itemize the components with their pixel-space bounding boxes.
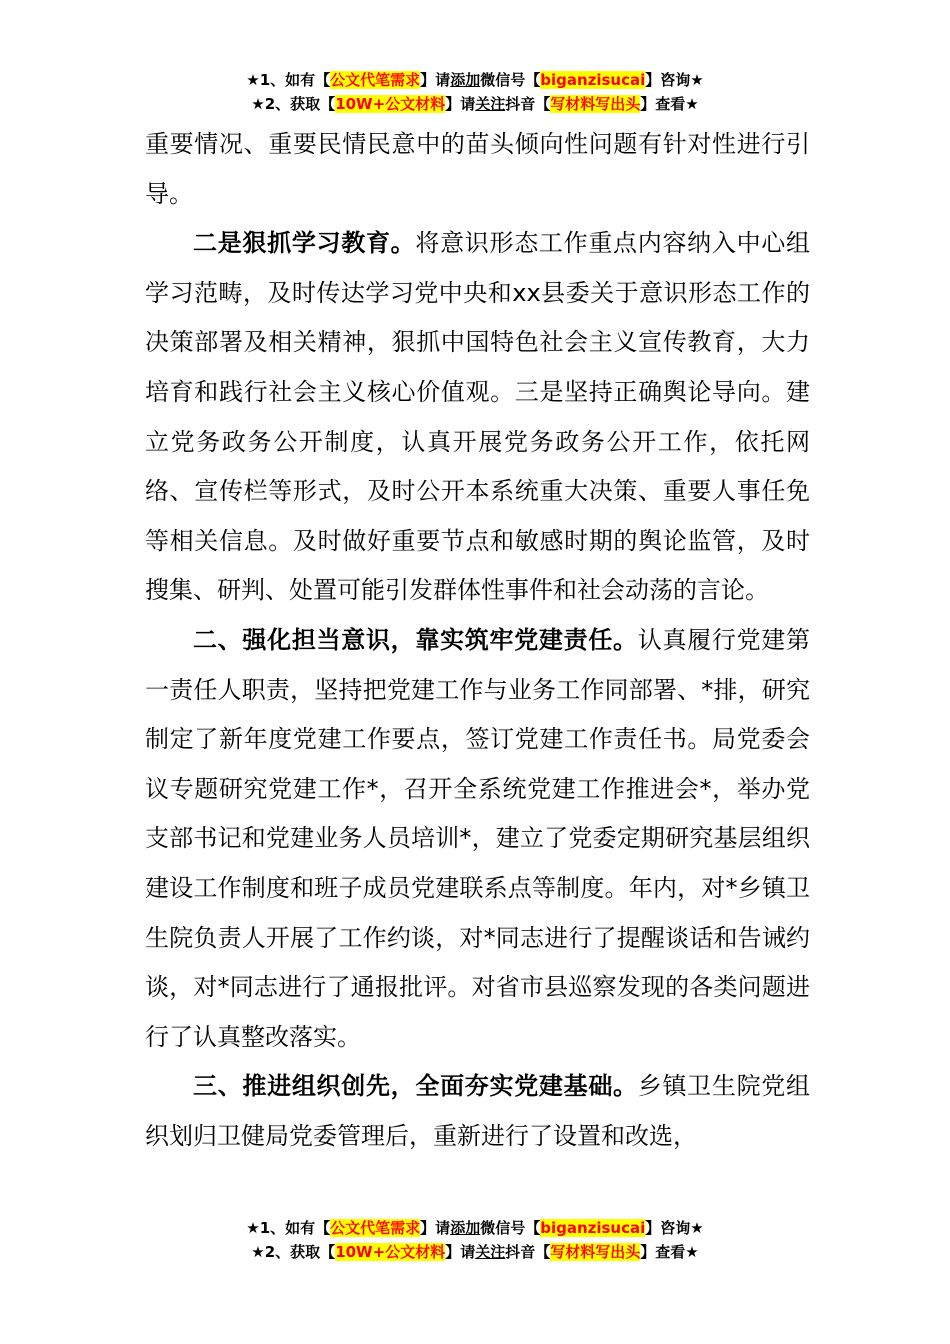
promo-line-2: ★2、获取【10W+公文材料】请关注抖音【写材料写出头】查看★ (251, 1243, 699, 1261)
highlight-service: 公文代笔需求 (330, 1219, 421, 1237)
document-body (145, 120, 810, 1161)
promo-line-2: ★2、获取【10W+公文材料】请关注抖音【写材料写出头】查看★ (251, 95, 699, 113)
promo-line-1: ★1、如有【公文代笔需求】请添加微信号【biganzisucai】咨询★ (246, 1219, 704, 1237)
highlight-materials: 10W+公文材料 (335, 1243, 446, 1261)
highlight-service: 公文代笔需求 (330, 71, 421, 89)
highlight-wechat-id: biganzisucai (540, 71, 646, 89)
highlight-materials: 10W+公文材料 (335, 95, 446, 113)
highlight-douyin: 写材料写出头 (550, 95, 641, 113)
paragraph-organization: 三、推进组织创先，全面夯实党建基础。乡镇卫生院党组织划归卫健局党委管理后，重新进行了设置和改选， (145, 1072, 810, 1150)
paragraph-party-responsibility: 二、强化担当意识，靠实筑牢党建责任。认真履行党建第一责任人职责，坚持把党建工作与业务工作同部署、*排，研究制定了新年度党建工作要点，签订党建工作责任书。局党委会议专题研究党建工作*，召开全系统党建工作推进会*，举办党支部书记和党建业务人员培训*，建立了党委定期研究基层组织建设工作制度和班子成员党建联系点等制度。年内，对*乡镇卫生院负责人开展了工作约谈，对*同志进行了提醒谈话和告诫约谈，对*同志进行了通报批评。对省市县巡察发现的各类问题进行了认真整改落实。 (145, 625, 810, 1051)
paragraph-continuation: 重要情况、重要民情民意中的苗头倾向性问题有针对性进行引导。 (145, 130, 810, 208)
section-heading: 三、推进组织创先，全面夯实党建基础。 (193, 1072, 638, 1101)
paragraph-heading: 二是狠抓学习教育。 (193, 229, 416, 258)
highlight-wechat-id: biganzisucai (540, 1219, 646, 1237)
paragraph-study-education: 二是狠抓学习教育。将意识形态工作重点内容纳入中心组学习范畴，及时传达学习党中央和xx县委关于意识形态工作的决策部署及相关精神，狠抓中国特色社会主义宣传教育，大力培育和践行社会主义核心价值观。三是坚持正确舆论导向。建立党务政务公开制度，认真开展党务政务公开工作，依托网络、宣传栏等形式，及时公开本系统重大决策、重要人事任免等相关信息。及时做好重要节点和敏感时期的舆论监管，及时搜集、研判、处置可能引发群体性事件和社会动荡的言论。 (145, 229, 810, 605)
promo-banner-bottom (0, 1216, 950, 1264)
promo-banner-top (0, 68, 950, 116)
highlight-douyin: 写材料写出头 (550, 1243, 641, 1261)
section-heading: 二、强化担当意识，靠实筑牢党建责任。 (193, 625, 638, 654)
promo-line-1: ★1、如有【公文代笔需求】请添加微信号【biganzisucai】咨询★ (246, 71, 704, 89)
